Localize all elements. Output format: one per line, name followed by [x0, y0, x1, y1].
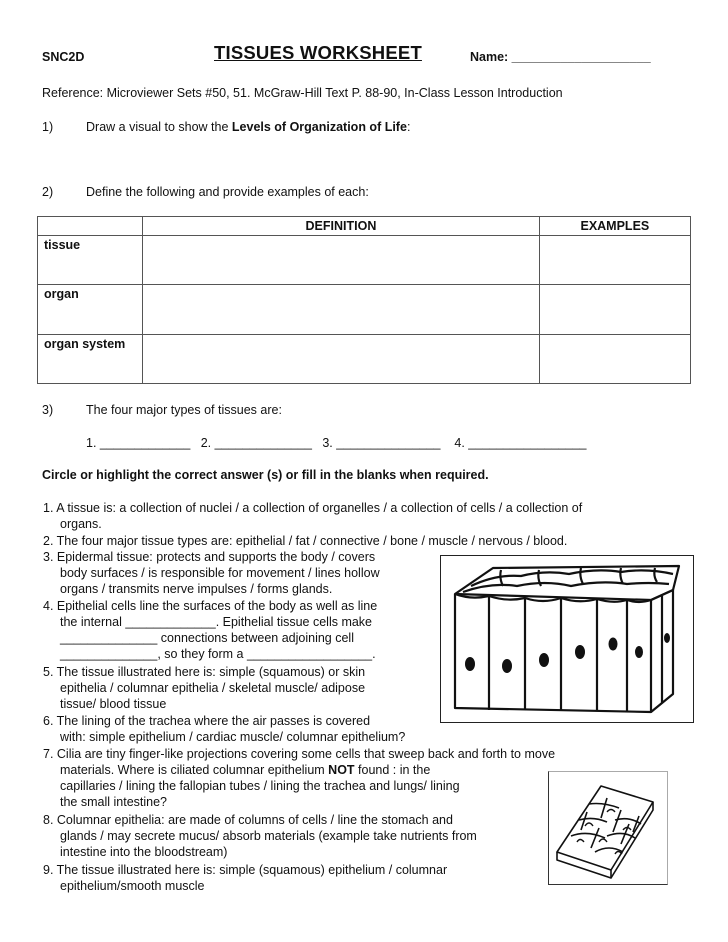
- question-2-text: Define the following and provide examples of each:: [86, 185, 369, 199]
- item-5-line-1: 5. The tissue illustrated here is: simple (squamous) or skin: [43, 665, 366, 679]
- item-7-line-4: the small intestine?: [60, 795, 168, 809]
- item-4-line-3: ______________ connections between adjoining cell: [60, 631, 354, 645]
- item-5-line-2: epithelia / columnar epithelia / skeletal muscle/ adipose: [60, 681, 366, 695]
- item-4-line-4: ______________, so they form a __________________.: [60, 647, 376, 661]
- item-5-line-3: tissue/ blood tissue: [60, 697, 167, 711]
- item-6-line-2: with: simple epithelium / cardiac muscle/ columnar epithelium?: [60, 730, 406, 744]
- item-7-not-emphasis: NOT: [328, 763, 355, 777]
- tissue-examples-cell[interactable]: [539, 236, 690, 285]
- list-item-8: [43, 812, 477, 860]
- question-1-number: 1): [42, 120, 54, 134]
- item-8-line-2: glands / may secrete mucus/ absorb materials (example take nutrients from: [60, 829, 477, 843]
- list-item-9: [43, 862, 447, 894]
- list-item-2: [43, 533, 567, 549]
- definition-table: [37, 216, 691, 384]
- question-3-text: The four major types of tissues are:: [86, 403, 282, 417]
- item-3-line-3: organs / transmits nerve impulses / forms glands.: [60, 582, 333, 596]
- item-7-line-2-c: found : in the: [354, 763, 431, 777]
- item-4-line-2: the internal _____________. Epithelial tissue cells make: [60, 615, 373, 629]
- item-8-line-3: intestine into the bloodstream): [60, 845, 228, 859]
- table-header-definition: DEFINITION: [143, 217, 540, 236]
- columnar-epithelium-figure: [440, 555, 694, 723]
- reference-line: Reference: Microviewer Sets #50, 51. McGraw-Hill Text P. 88-90, In-Class Lesson Introduction: [42, 86, 563, 100]
- table-row-organ: organ: [38, 285, 143, 335]
- item-6-line-1: 6. The lining of the trachea where the air passes is covered: [43, 714, 371, 728]
- name-field-label: Name: ____________________: [470, 50, 651, 64]
- item-4-line-1: 4. Epithelial cells line the surfaces of the body as well as line: [43, 599, 378, 613]
- squamous-epithelium-figure: [548, 771, 668, 885]
- organ-definition-cell[interactable]: [143, 285, 540, 335]
- list-item-1: [43, 500, 582, 532]
- question-1-text-a: Draw a visual to show the: [86, 120, 232, 134]
- item-3-line-2: body surfaces / is responsible for movement / lines hollow: [60, 566, 380, 580]
- list-item-4: [43, 598, 377, 662]
- organ-examples-cell[interactable]: [539, 285, 690, 335]
- item-8-line-1: 8. Columnar epithelia: are made of columns of cells / line the stomach and: [43, 813, 453, 827]
- list-item-6: [43, 713, 405, 745]
- item-3-line-1: 3. Epidermal tissue: protects and supports the body / covers: [43, 550, 376, 564]
- item-9-line-1: 9. The tissue illustrated here is: simple (squamous) epithelium / columnar: [43, 863, 448, 877]
- table-row-organ-system: organ system: [38, 335, 143, 384]
- item-2-line-1: 2. The four major tissue types are: epithelial / fat / connective / bone / muscle / nervous / blood.: [43, 534, 568, 548]
- table-row-tissue: tissue: [38, 236, 143, 285]
- table-header-examples: EXAMPLES: [539, 217, 690, 236]
- list-item-7: [43, 746, 555, 810]
- item-1-line-1: 1. A tissue is: a collection of nuclei / a collection of organelles / a collection of cells / a collection of: [43, 501, 583, 515]
- item-9-line-2: epithelium/smooth muscle: [60, 879, 205, 893]
- squamous-epithelium-illustration: [549, 772, 667, 884]
- instructions: Circle or highlight the correct answer (s) or fill in the blanks when required.: [42, 468, 489, 482]
- organ-system-examples-cell[interactable]: [539, 335, 690, 384]
- question-1-text-bold: Levels of Organization of Life: [231, 120, 407, 134]
- organ-system-definition-cell[interactable]: [143, 335, 540, 384]
- worksheet-title: TISSUES WORKSHEET: [214, 42, 422, 63]
- item-7-line-2: [43, 762, 555, 778]
- tissue-definition-cell[interactable]: [143, 236, 540, 285]
- item-7-line-3: capillaries / lining the fallopian tubes / lining the trachea and lungs/ lining: [60, 779, 460, 793]
- table-header-blank: [38, 217, 143, 236]
- columnar-epithelium-illustration: [441, 556, 693, 722]
- item-7-line-2-a: materials. Where is ciliated columnar epithelium: [60, 763, 329, 777]
- question-2-number: 2): [42, 185, 54, 199]
- question-1-text: [86, 120, 410, 134]
- list-item-5: [43, 664, 365, 712]
- item-7-line-1: 7. Cilia are tiny finger-like projections covering some cells that sweep back and forth to move: [43, 747, 556, 761]
- course-code: SNC2D: [42, 50, 85, 64]
- tissue-type-blanks[interactable]: 1. _____________ 2. ______________ 3. _______________ 4. _________________: [86, 436, 587, 450]
- question-1-text-c: :: [406, 120, 411, 134]
- list-item-3: [43, 549, 380, 597]
- question-3-number: 3): [42, 403, 54, 417]
- item-1-line-2: organs.: [60, 517, 102, 531]
